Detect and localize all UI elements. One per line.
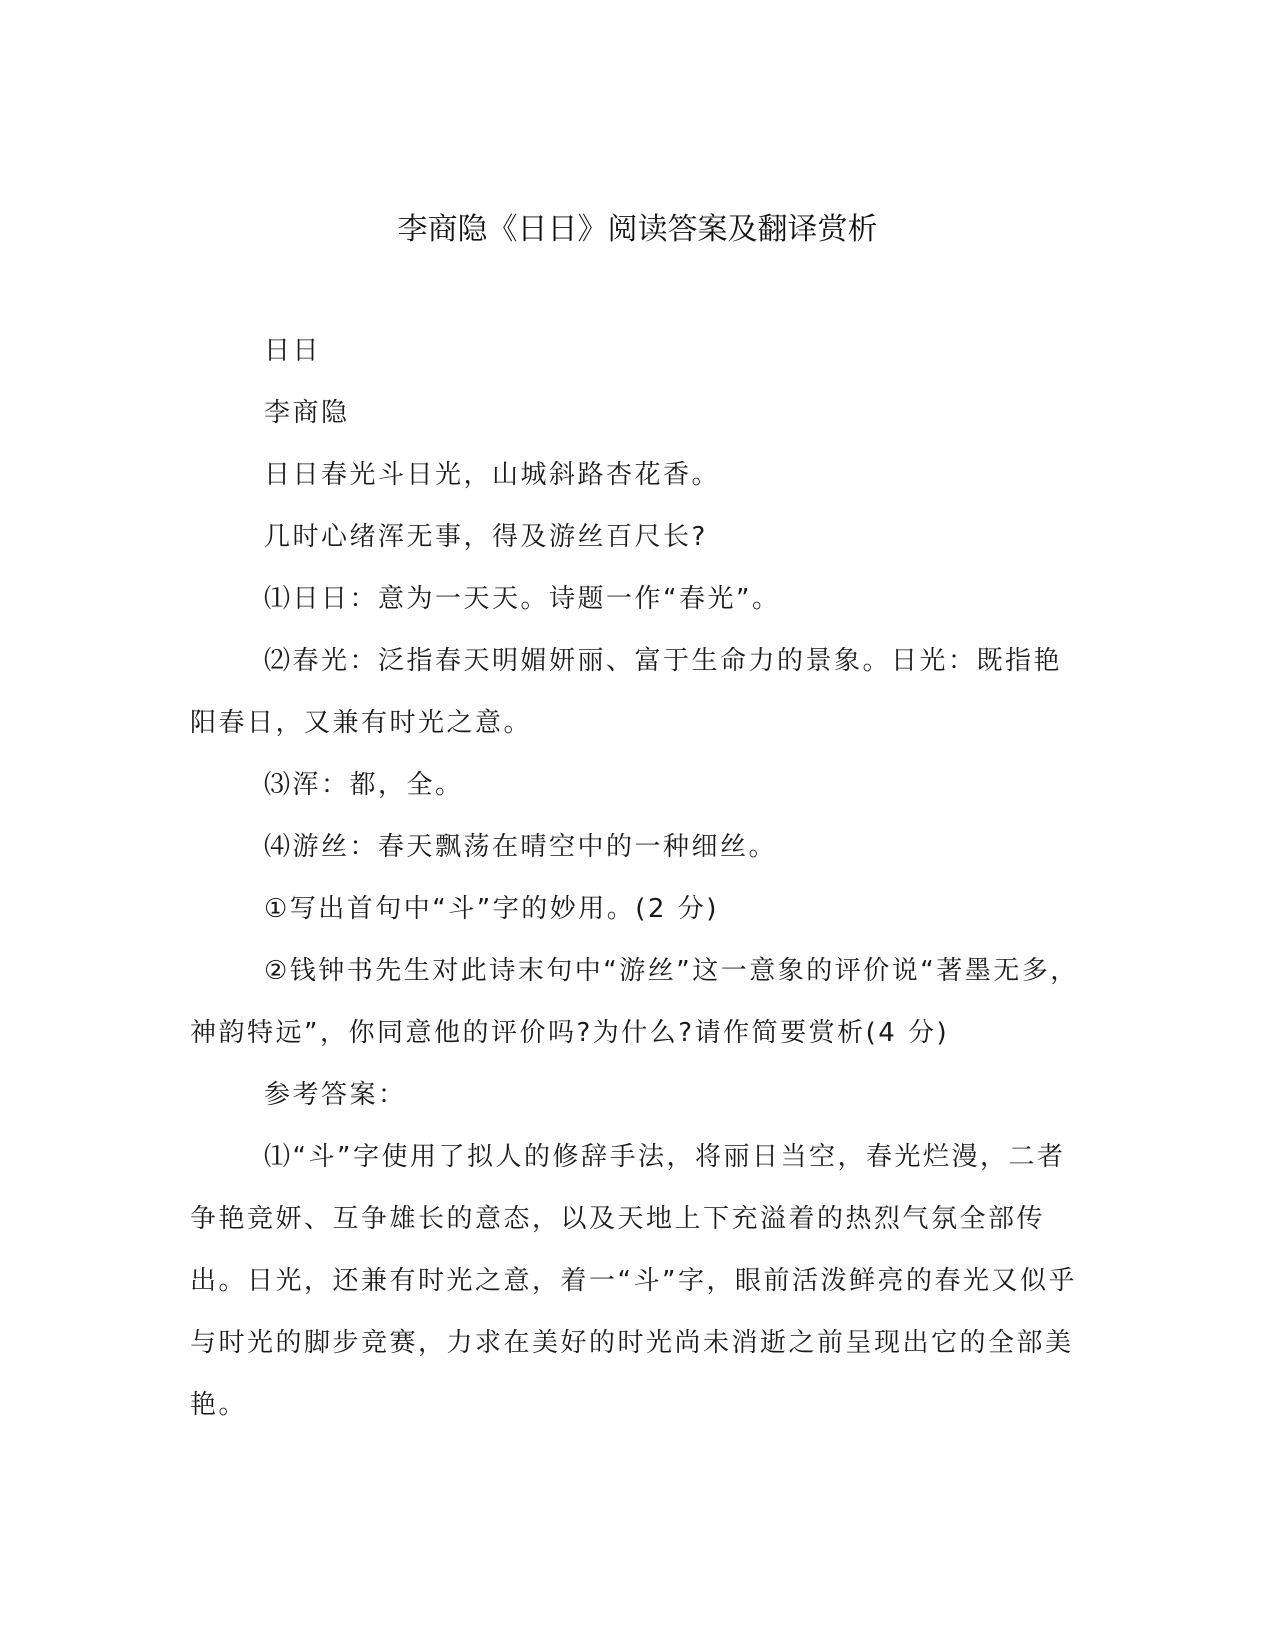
annotation-1: ⑴日日：意为一天天。诗题一作“春光”。	[264, 584, 781, 614]
answer-heading: 参考答案：	[264, 1080, 407, 1110]
poem-title: 日日	[264, 336, 322, 366]
question-2: ②钱钟书先生对此诗末句中“游丝”这一意象的评价说“著墨无多，神韵特远”，你同意他的评价吗?为什么?请作简要赏析(4 分)	[190, 956, 1079, 1048]
poem-line-2: 几时心绪浑无事，得及游丝百尺长?	[264, 522, 708, 552]
annotation-2: ⑵春光：泛指春天明媚妍丽、富于生命力的景象。日光：既指艳阳春日，又兼有时光之意。	[190, 646, 1063, 738]
poem-line-1: 日日春光斗日光，山城斜路杏花香。	[264, 460, 721, 490]
question-1: ①写出首句中“斗”字的妙用。(2 分)	[264, 894, 719, 924]
document-body	[190, 320, 1090, 1436]
annotation-4: ⑷游丝：春天飘荡在晴空中的一种细丝。	[264, 832, 778, 862]
document-title: 李商隐《日日》阅读答案及翻译赏析	[397, 212, 878, 247]
annotation-3: ⑶浑：都，全。	[264, 770, 464, 800]
poem-author: 李商隐	[264, 398, 350, 428]
answer-1: ⑴“斗”字使用了拟人的修辞手法，将丽日当空，春光烂漫，二者争艳竞妍、互争雄长的意态，以及天地上下充溢着的热烈气氛全部传出。日光，还兼有时光之意，着一“斗”字，眼前活泼鲜亮的春光又似乎与时光的脚步竞赛，力求在美好的时光尚未消逝之前呈现出它的全部美艳。	[190, 1142, 1077, 1420]
